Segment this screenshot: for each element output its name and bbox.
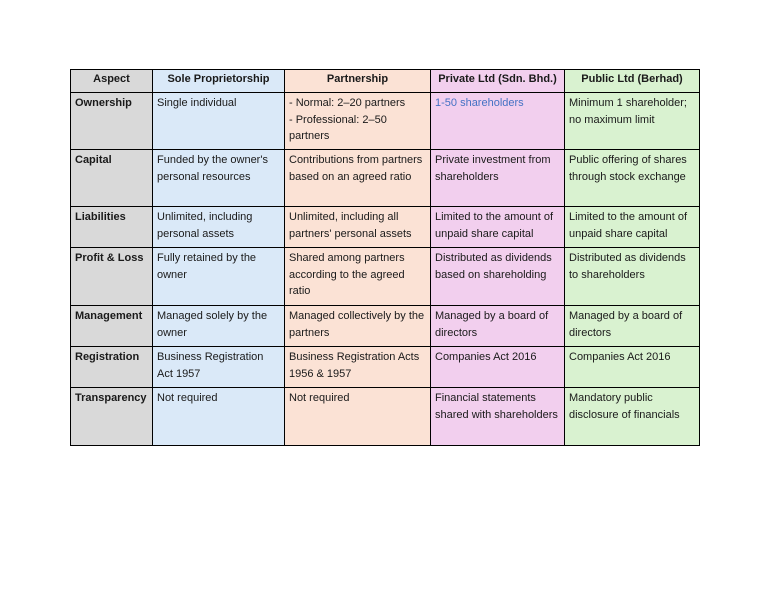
header-public-ltd: Public Ltd (Berhad) <box>565 70 700 93</box>
cell-partnership <box>285 93 431 150</box>
cell-sole: Unlimited, including personal assets <box>153 207 285 248</box>
table-row <box>71 150 700 207</box>
cell-public: Minimum 1 shareholder; no maximum limit <box>565 93 700 150</box>
cell-private: Limited to the amount of unpaid share capital <box>431 207 565 248</box>
cell-sole: Business Registration Act 1957 <box>153 347 285 388</box>
table-row <box>71 207 700 248</box>
shareholders-link[interactable]: 1-50 shareholders <box>435 97 524 109</box>
table-row <box>71 388 700 446</box>
partnership-line: - Professional: 2–50 partners <box>289 113 387 142</box>
partnership-line: - Normal: 2–20 partners <box>289 97 406 109</box>
row-aspect: Management <box>71 306 153 347</box>
cell-partnership: Unlimited, including all partners' personal assets <box>285 207 431 248</box>
table-row <box>71 306 700 347</box>
cell-partnership: Shared among partners according to the agreed ratio <box>285 248 431 306</box>
cell-partnership: Contributions from partners based on an agreed ratio <box>285 150 431 207</box>
cell-public: Companies Act 2016 <box>565 347 700 388</box>
cell-sole: Single individual <box>153 93 285 150</box>
header-private-ltd: Private Ltd (Sdn. Bhd.) <box>431 70 565 93</box>
cell-private: Private investment from shareholders <box>431 150 565 207</box>
cell-partnership: Business Registration Acts 1956 & 1957 <box>285 347 431 388</box>
cell-public: Public offering of shares through stock exchange <box>565 150 700 207</box>
header-aspect: Aspect <box>71 70 153 93</box>
row-aspect: Capital <box>71 150 153 207</box>
row-aspect: Registration <box>71 347 153 388</box>
cell-private <box>431 93 565 150</box>
cell-private: Managed by a board of directors <box>431 306 565 347</box>
table-row <box>71 347 700 388</box>
row-aspect: Liabilities <box>71 207 153 248</box>
cell-sole: Fully retained by the owner <box>153 248 285 306</box>
cell-public: Limited to the amount of unpaid share capital <box>565 207 700 248</box>
cell-private: Companies Act 2016 <box>431 347 565 388</box>
cell-partnership: Not required <box>285 388 431 446</box>
cell-public: Mandatory public disclosure of financials <box>565 388 700 446</box>
cell-public: Distributed as dividends to shareholders <box>565 248 700 306</box>
table-row <box>71 93 700 150</box>
header-row <box>71 70 700 93</box>
header-partnership: Partnership <box>285 70 431 93</box>
cell-sole: Not required <box>153 388 285 446</box>
cell-sole: Managed solely by the owner <box>153 306 285 347</box>
cell-sole: Funded by the owner's personal resources <box>153 150 285 207</box>
cell-public: Managed by a board of directors <box>565 306 700 347</box>
cell-private: Financial statements shared with shareholders <box>431 388 565 446</box>
row-aspect: Ownership <box>71 93 153 150</box>
row-aspect: Transparency <box>71 388 153 446</box>
cell-private: Distributed as dividends based on shareholding <box>431 248 565 306</box>
cell-partnership: Managed collectively by the partners <box>285 306 431 347</box>
header-sole-proprietorship: Sole Proprietorship <box>153 70 285 93</box>
table-row <box>71 248 700 306</box>
row-aspect: Profit & Loss <box>71 248 153 306</box>
comparison-table <box>70 69 700 446</box>
